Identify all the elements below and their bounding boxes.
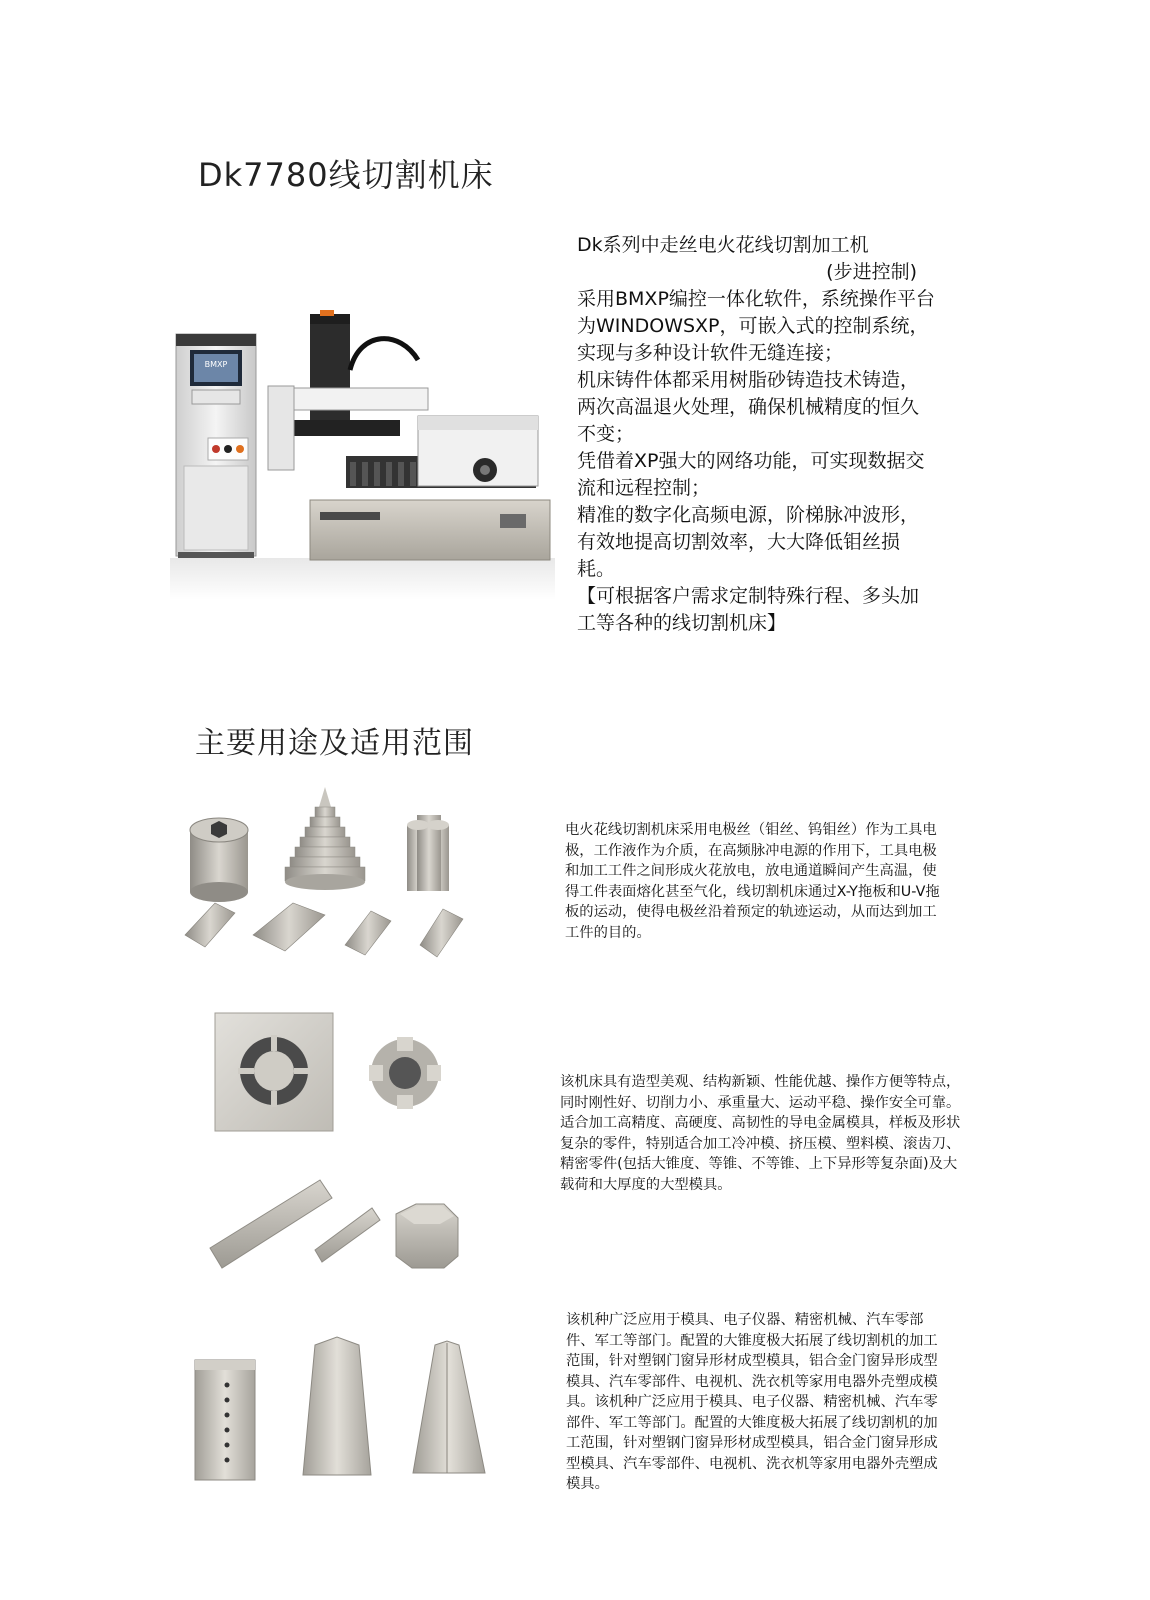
spec-heading: Dk系列中走丝电火花线切割加工机 xyxy=(577,234,869,256)
spec-item: 凭借着XP强大的网络功能，可实现数据交流和远程控制； xyxy=(577,450,925,499)
usage-paragraph-3: 该机种广泛应用于模具、电子仪器、精密机械、汽车零部件、军工等部门。配置的大锥度极大拓展了线切割机的加工范围，针对塑钢门窗异形材成型模具，铝合金门窗异形成型模具、汽车零部件、电视机、洗衣机等家用电器外壳塑成模具。该机种广泛应用于模具、电子仪器、精密机械、汽车零部件、军工等部门。配置的大锥度极大拓展了线切割机的加工范围，针对塑钢门窗异形材成型模具，铝合金门窗异形成型模具、汽车零部件、电视机、洗衣机等家用电器外壳塑成模具。 xyxy=(566,1312,938,1492)
machined-parts-image-1 xyxy=(175,785,495,980)
machined-parts-image-4 xyxy=(185,1325,495,1485)
section-title: 主要用途及适用范围 xyxy=(195,726,474,761)
usage-paragraph-2: 该机床具有造型美观、结构新颖、性能优越、操作方便等特点，同时刚性好、切削力小、承重量大、运动平稳、操作安全可靠。适合加工高精度、高硬度、高韧性的导电金属模具，样板及形状复杂的零件，特别适合加工冷冲模、挤压模、塑料模、滚齿刀、精密零件(包括大锥度、等锥、不等锥、上下异形等复杂面)及大载荷和大厚度的大型模具。 xyxy=(560,1074,961,1193)
spec-subheading: (步进控制) xyxy=(826,261,917,283)
usage-paragraph-1: 电火花线切割机床采用电极丝（钼丝、钨钼丝）作为工具电极，工作液作为介质，在高频脉冲电源的作用下，工具电极和加工工件之间形成火花放电，放电通道瞬间产生高温，使得工件表面熔化甚至气化，线切割机床通过X-Y拖板和U-V拖板的运动，使得电极丝沿着预定的轨迹运动，从而达到加工工件的目的。 xyxy=(565,822,940,941)
spec-item: 精准的数字化高频电源，阶梯脉冲波形，有效地提高切割效率，大大降低钼丝损耗。 xyxy=(577,504,920,580)
wire-cut-machine-image xyxy=(170,290,555,600)
spec-item: 机床铸件体都采用树脂砂铸造技术铸造，两次高温退火处理，确保机械精度的恒久不变； xyxy=(577,369,920,445)
spec-text-block xyxy=(577,232,937,637)
machined-parts-image-2 xyxy=(205,1005,465,1145)
page-title: Dk7780线切割机床 xyxy=(198,156,494,194)
spec-item: 【可根据客户需求定制特殊行程、多头加工等各种的线切割机床】 xyxy=(577,585,920,634)
spec-item: 采用BMXP编控一体化软件，系统操作平台为WINDOWSXP，可嵌入式的控制系统，实现与多种设计软件无缝连接； xyxy=(577,288,935,364)
machined-parts-image-3 xyxy=(200,1170,470,1285)
machine-screen-text: BMXP xyxy=(204,360,228,369)
